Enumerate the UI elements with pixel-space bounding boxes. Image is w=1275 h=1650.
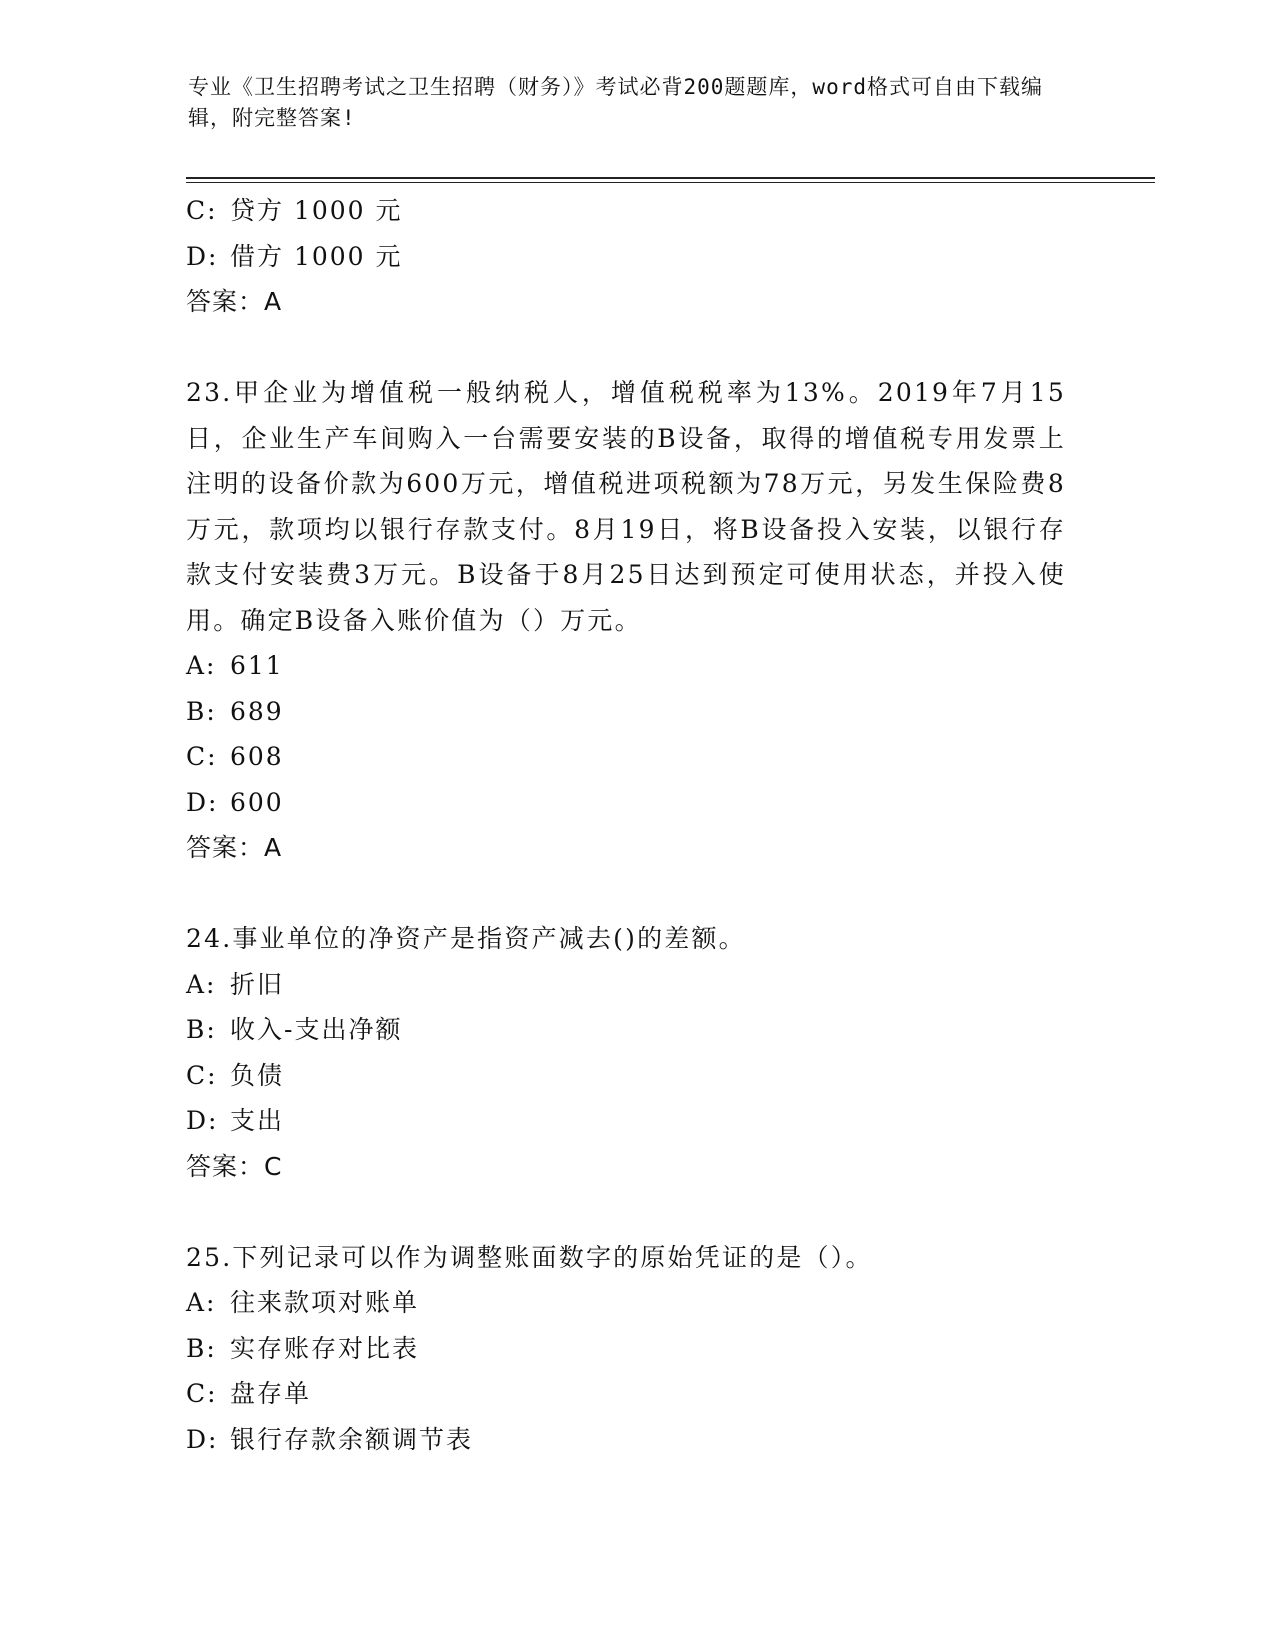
option-text: 689	[230, 696, 284, 726]
question-22-tail	[186, 188, 1076, 325]
option-text: 611	[230, 651, 284, 680]
option-text: 贷方 1000 元	[230, 196, 403, 225]
question-list	[186, 188, 1076, 1462]
option-d	[186, 1098, 1076, 1144]
question-24	[186, 916, 1076, 1189]
option-label: A:	[186, 969, 217, 999]
option-d	[186, 234, 1076, 280]
option-c	[186, 1371, 1076, 1417]
header-divider-thick	[186, 177, 1155, 179]
option-label: D:	[186, 787, 219, 817]
question-23	[186, 370, 1076, 871]
option-label: D:	[186, 1424, 219, 1454]
option-label: B:	[186, 696, 217, 726]
option-text: 600	[230, 787, 284, 817]
option-text: 收入-支出净额	[230, 1015, 403, 1044]
option-label: B:	[186, 1333, 217, 1363]
answer-line: 答案：C	[186, 1151, 283, 1181]
answer-line: 答案：A	[186, 833, 283, 862]
option-d	[186, 1417, 1076, 1463]
option-text: 银行存款余额调节表	[230, 1424, 474, 1454]
answer-line: 答案：A	[186, 287, 283, 316]
option-text: 折旧	[230, 969, 285, 999]
spacer	[186, 1189, 1076, 1235]
option-text: 支出	[230, 1106, 285, 1135]
spacer	[186, 325, 1076, 371]
option-c	[186, 1053, 1076, 1099]
question-stem: 24.事业单位的净资产是指资产减去()的差额。	[186, 924, 746, 953]
option-text: 盘存单	[230, 1379, 312, 1408]
option-c	[186, 734, 1076, 780]
option-label: C:	[186, 1060, 218, 1090]
option-text: 借方 1000 元	[230, 241, 403, 271]
option-a	[186, 962, 1076, 1008]
option-a	[186, 1280, 1076, 1326]
option-text: 负债	[230, 1060, 285, 1090]
header-divider-thin	[186, 182, 1155, 183]
option-label: A:	[186, 651, 217, 680]
option-d	[186, 780, 1076, 826]
option-label: C:	[186, 742, 218, 771]
option-b	[186, 689, 1076, 735]
option-label: C:	[186, 196, 218, 225]
option-text: 608	[230, 742, 284, 771]
option-label: B:	[186, 1015, 217, 1044]
option-a	[186, 643, 1076, 689]
option-text: 实存账存对比表	[230, 1333, 420, 1363]
question-stem: 23.甲企业为增值税一般纳税人，增值税税率为13%。2019年7月15日，企业生产车间购入一台需要安装的B设备，取得的增值税专用发票上注明的设备价款为600万元，增值税进项税额为78万元，另发生保险费8万元，款项均以银行存款支付。8月19日，将B设备投入安装，以银行存款支付安装费3万元。B设备于8月25日达到预定可使用状态，并投入使用。确定B设备入账价值为（）万元。	[186, 378, 1066, 635]
spacer	[186, 871, 1076, 917]
option-label: C:	[186, 1379, 218, 1408]
option-b	[186, 1326, 1076, 1372]
option-label: A:	[186, 1288, 217, 1317]
option-label: D:	[186, 1106, 219, 1135]
question-25	[186, 1235, 1076, 1463]
document-header: 专业《卫生招聘考试之卫生招聘（财务）》考试必背200题题库，word格式可自由下载编辑，附完整答案!	[188, 75, 1043, 130]
question-stem: 25.下列记录可以作为调整账面数字的原始凭证的是（）。	[186, 1242, 873, 1272]
option-label: D:	[186, 241, 219, 271]
option-text: 往来款项对账单	[230, 1288, 420, 1317]
option-c	[186, 188, 1076, 234]
option-b	[186, 1007, 1076, 1053]
